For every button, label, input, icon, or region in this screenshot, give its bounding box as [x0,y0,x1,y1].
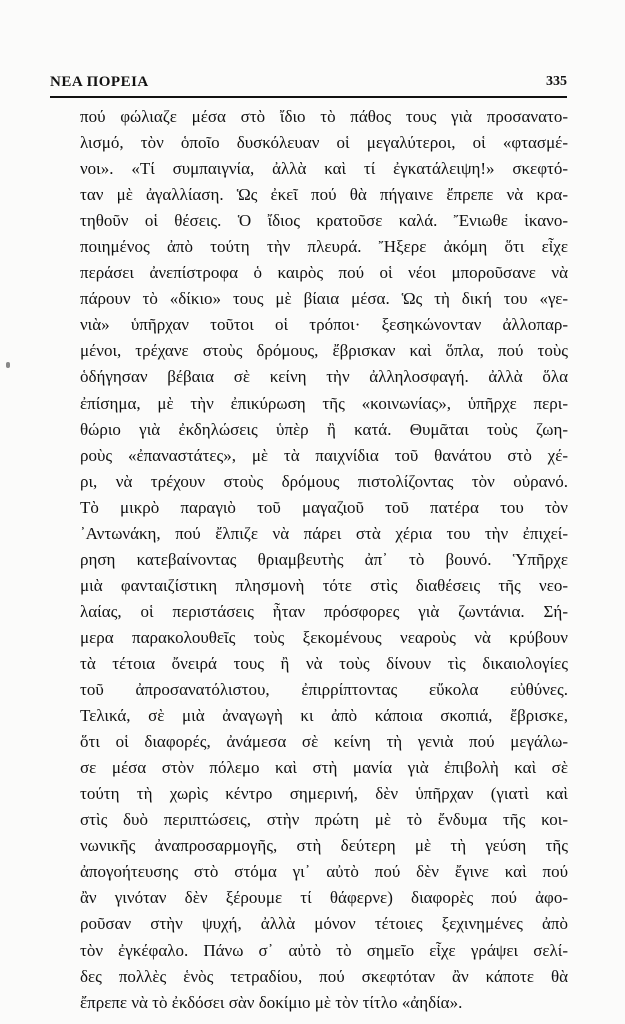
text-line: λαίας, οἱ περιστάσεις ἦταν πρόσφορες γιὰ ζωντάνια. Σή- [80,601,568,621]
text-line: πού φώλιαζε μέσα στὸ ἴδιο τὸ πάθος τους γιὰ προσανατο- [80,107,568,126]
text-line: μερα παρακολουθεῖς τοὺς ξεκομένους νεαροὺς νὰ κρύβουν [80,627,568,647]
text-line: δες πολλὲς ἑνὸς τετραδίου, πού σκεφτόταν ἂν κάποτε θὰ [80,966,568,986]
text-line: τοῦ ἀπροσανατόλιστου, ἐπιρρίπτοντας εὔκολα εὐθύνες. [80,680,568,700]
text-line: ποιημένος ἀπὸ τούτη τὴν πλευρά. Ἤξερε ἀκόμη ὅτι εἶχε [80,237,568,257]
text-line: πάρουν τὸ «δίκιο» τους μὲ βίαια μέσα. Ὡς τὴ δική του «γε- [80,289,568,309]
journal-title: ΝΕΑ ΠΟΡΕΙΑ [50,74,149,90]
text-line: ὁδήγησαν βέβαια σὲ κείνη τὴν ἀλληλοσφαγή. ἀλλὰ ὅλα [80,367,568,387]
text-line: μένοι, τρέχανε στοὺς δρόμους, ἔβρισκαν καὶ ὅπλα, πού τοὺς [80,341,568,361]
text-line: ᾿Αντωνάκη, πού ἔλπιζε νὰ πάρει στὰ χέρια του τὴν ἐπιχεί- [80,523,568,543]
running-header [50,74,567,92]
text-line: νωνικῆς ἀναπροσαρμογῆς, στὴ δεύτερη μὲ τὴ γεύση τῆς [80,836,568,856]
text-line: ρι, νὰ τρέχουν στοὺς δρόμους πιστολίζοντας τὸν οὐρανό. [80,471,568,491]
text-line: ὅτι οἱ διαφορές, ἀνάμεσα σὲ κείνη τὴ γενιὰ πού μεγάλω- [80,732,568,752]
text-line: ἂν γινόταν δὲν ξέρουμε τί θάφερνε) διαφορὲς πού ἀφο- [80,888,568,908]
text-line: Τελικά, σὲ μιὰ ἀναγωγὴ κι ἀπὸ κάποια σκοπιά, ἔβρισκε, [80,706,568,726]
text-line: νιὰ» ὑπῆρχαν τοῦτοι οἱ τρόποι· ξεσηκώνονταν ἀλλοπαρ- [80,315,568,335]
text-line: ἀπογοήτευσης στὸ στόμα γι᾿ αὐτὸ πού δὲν ἔγινε καὶ πού [80,862,568,882]
text-line: τηθοῦν οἱ θέσεις. Ὁ ἴδιος κρατοῦσε καλά. Ἔνιωθε ἱκανο- [80,211,568,231]
text-line: ἔπρεπε νὰ τὸ ἐκδόσει σὰν δοκίμιο μὲ τὸν τίτλο «ἀηδία». [80,992,463,1012]
text-line: ρηση κατεβαίνοντας θριαμβευτὴς ἀπ᾿ τὸ βουνό. Ὑπῆρχε [80,549,568,569]
text-line: τὰ τέτοια ὄνειρά τους ἢ νὰ τοὺς δίνουν τὶς δικαιολογίες [80,653,568,673]
text-line: ροῦσαν στὴν ψυχή, ἀλλὰ μόνον τέτοιες ξεχινημένες ἀπὸ [80,914,568,934]
text-line: Τὸ μικρὸ παραγιὸ τοῦ μαγαζιοῦ τοῦ πατέρα του τὸν [80,497,568,517]
text-line: ἐπίσημα, μὲ τὴν ἐπικύρωση τῆς «κοινωνίας», ὑπῆρχε περι- [80,393,568,413]
text-line: ταν μὲ ἀγαλλίαση. Ὡς ἐκεῖ πού θὰ πήγαινε ἔπρεπε νὰ κρα- [80,185,568,205]
page-number: 335 [546,74,567,89]
text-line: στὶς δυὸ περιπτώσεις, στὴν πρώτη μὲ τὸ ἔνδυμα τῆς κοι- [80,810,568,830]
text-line: λισμό, τὸν ὁποῖο δυσκόλευαν οἱ μεγαλύτεροι, οἱ «φτασμέ- [80,133,568,153]
text-line: τούτη τὴ χωρὶς κέντρο σημερινή, δὲν ὑπῆρχαν (γιατὶ καὶ [80,784,568,804]
text-line: θώριο γιὰ ἐκδηλώσεις ὑπὲρ ἢ κατά. Θυμᾶται τοὺς ζωη- [80,419,568,439]
margin-speck [6,362,10,368]
text-line: ροὺς «ἐπαναστάτες», μὲ τὰ παιχνίδια τοῦ θανάτου στὸ χέ- [80,445,568,465]
text-line: περάσει ἀνεπίστροφα ὁ καιρὸς πού οἱ νέοι μποροῦσανε νὰ [80,263,568,283]
header-rule [50,96,567,98]
body-text [80,104,568,1016]
text-line: νοι». «Τί συμπαιγνία, ἀλλὰ καὶ τί ἐγκατάλειψη!» σκεφτό- [80,159,568,179]
text-line: σε μέσα στὸν πόλεμο καὶ στὴ μανία γιὰ ἐπιβολὴ καὶ σὲ [80,758,568,778]
text-line: τὸν ἐγκέφαλο. Πάνω σ᾿ αὐτὸ τὸ σημεῖο εἶχε γράψει σελί- [80,940,568,960]
text-line: μιὰ φανταιζίστικη πλησμονὴ τότε στὶς διαθέσεις τῆς νεο- [80,575,568,595]
